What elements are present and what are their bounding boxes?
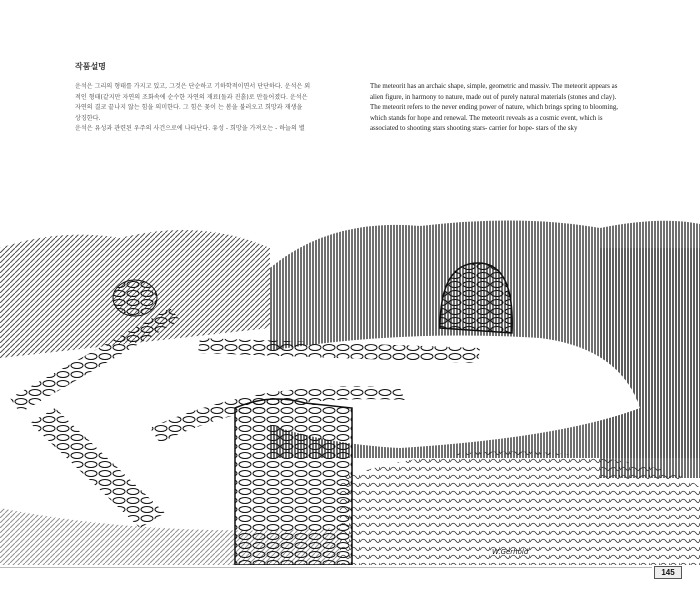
english-description: The meteorit has an archaic shape, simple, geometric and massiv. The meteorit appears as alien figure, in harmony to nature, made out of purely natural materials (stones and clay). The meteorit refers to the never ending power of nature, which brings spring to blooming, which stands for hope and renewal. The meteorit reveals as a cosmic event, which is associated to shooting stars shooting stars- carrier for hope- stars of the sky — [370, 83, 618, 132]
artist-signature: W.Gerhold — [492, 548, 529, 556]
section-heading: 작품설명 — [75, 62, 106, 71]
cairn-small — [113, 280, 157, 316]
korean-line: 자연의 결코 끝나지 않는 힘을 의미한다. 그 힘은 꽃이 는 봄을 불러오고 희망과 재생을 — [75, 104, 303, 112]
footer-rule — [0, 567, 652, 568]
landscape-sketch — [0, 208, 700, 565]
korean-line: 상징한다. — [75, 114, 101, 122]
korean-line: 적인 형태(같지만 자연의 조화속에 순수한 자연의 재료(돌과 진흙)로 만들어졌다. 운석은 — [75, 93, 308, 101]
korean-line: 운석은 유성과 관련된 우주의 사건으로에 나타난다. 유성 - 희망을 가져오는 - 하늘의 별 — [75, 125, 305, 133]
stone-wall-front — [30, 408, 165, 528]
korean-description — [75, 82, 347, 135]
page-number: 145 — [654, 566, 682, 579]
dark-lake-right — [600, 248, 700, 478]
cairn-front — [235, 399, 352, 565]
korean-line: 운석은 그리의 형태를 가지고 있고, 그것은 단순하고 기하학적이면서 단단하다. 운석은 외 — [75, 83, 311, 90]
